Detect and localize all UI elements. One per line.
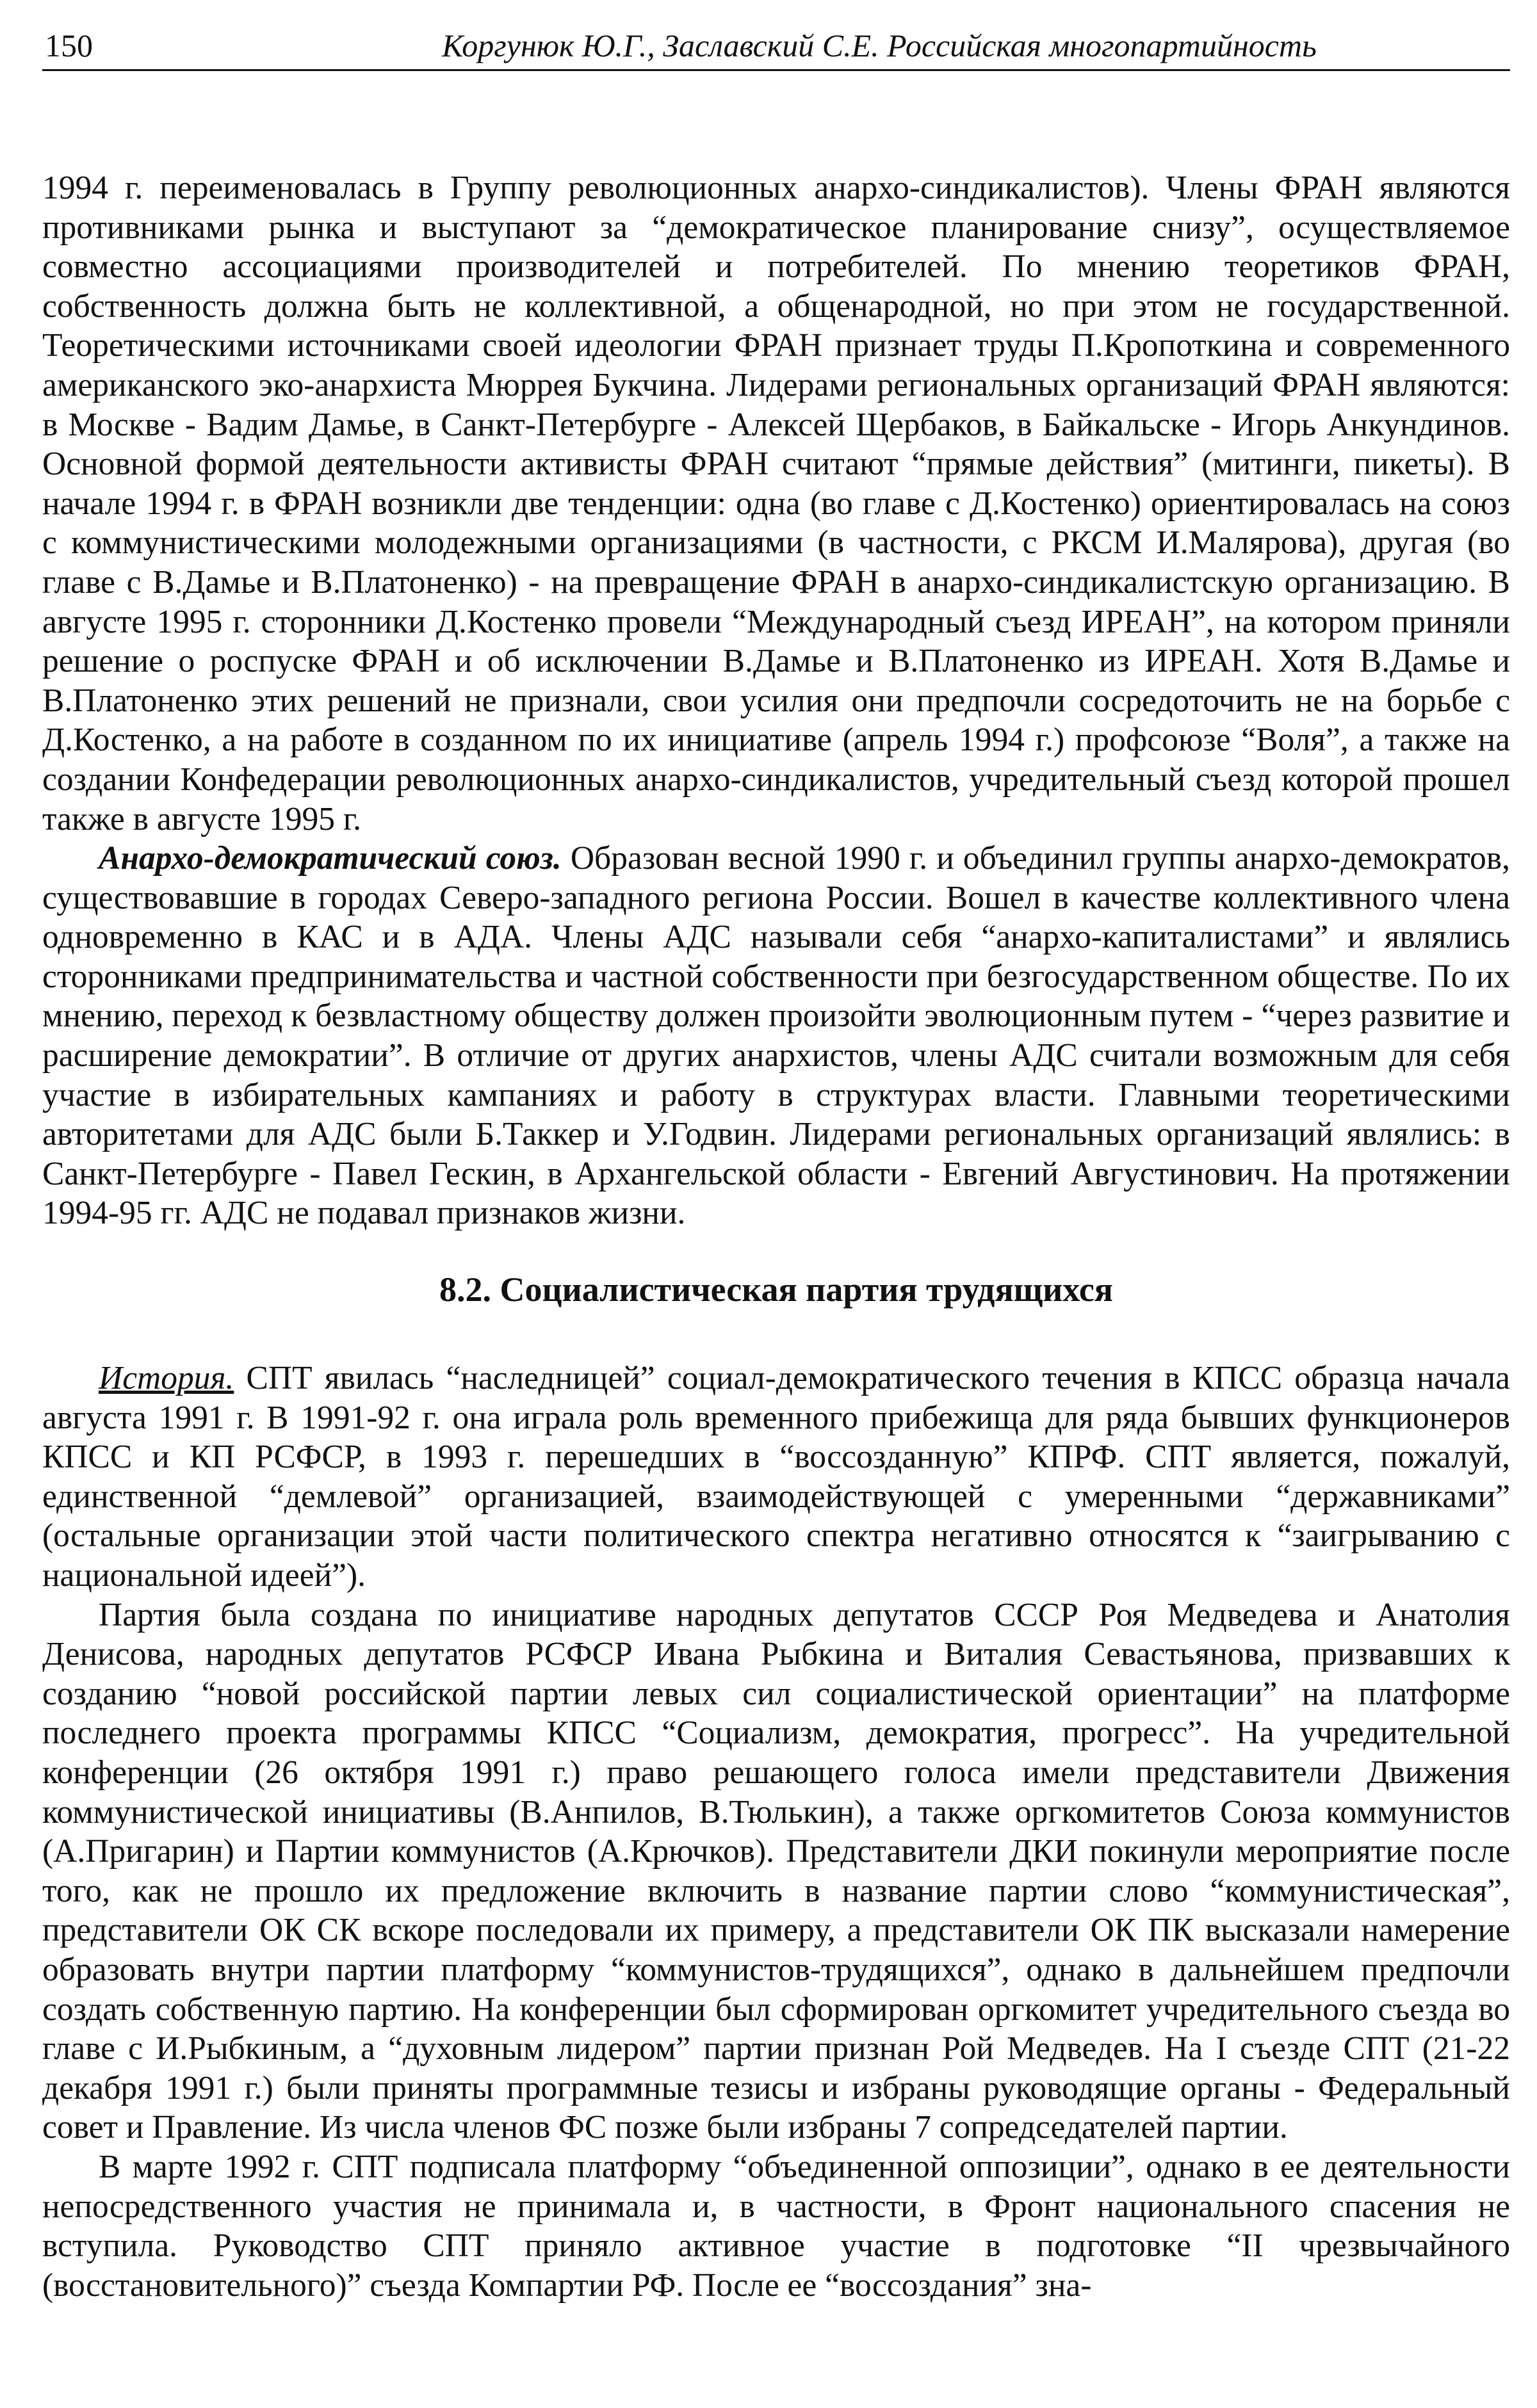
paragraph-text: 1994 г. переименовалась в Группу революционных анархо-синдикалистов). Члены ФРАН являются противниками рынка и выступают за “демократическое планирование снизу”, осуществляемое совместно ассоциациями производителей и потребителей. По мнению теоретиков ФРАН, собственность должна быть не коллективной, а общенародной, но при этом не государственной. Теоретическими источниками своей идеологии ФРАН признает труды П.Кропоткина и современного американского эко-анархиста Мюррея Букчина. Лидерами региональных организаций ФРАН являются: в Москве - Вадим Дамье, в Санкт-Петербурге - Алексей Щербаков, в Байкальске - Игорь Анкундинов. Основной формой деятельности активисты ФРАН считают “прямые действия” (митинги, пикеты). В начале 1994 г. в ФРАН возникли две тенденции: одна (во главе с Д.Костенко) ориентировалась на союз с коммунистическими молодежными организациями (в частности, с РКСМ И.Малярова), другая (во главе с В.Дамье и В.Платоненко) - на превращение ФРАН в анархо-синдикалистскую организацию. В августе 1995 г. сторонники Д.Костенко провели “Международный съезд ИРЕАН”, на котором приняли решение о роспуске ФРАН и об исключении В.Дамье и В.Платоненко из ИРЕАН. Хотя В.Дамье и В.Платоненко этих решений не признали, свои усилия они предпочли сосредоточить не на борьбе с Д.Костенко, а на работе в созданном по их инициативе (апрель 1994 г.) профсоюзе “Воля”, а также на создании Конфедерации революционных анархо-синдикалистов, учредительный съезд которой прошел также в августе 1995 г. bbox=[42, 170, 1510, 837]
runin-heading: Анархо-демократический союз. bbox=[99, 840, 562, 877]
runin-heading: История. bbox=[99, 1360, 234, 1397]
paragraph-founding bbox=[42, 1596, 1510, 2147]
page-number: 150 bbox=[45, 28, 93, 63]
paragraph-anarcho-democratic-union bbox=[42, 839, 1510, 1233]
section-heading: 8.2. Социалистическая партия трудящихся bbox=[439, 1270, 1114, 1309]
paragraph-history bbox=[42, 1359, 1510, 1596]
paragraph-text: Партия была создана по инициативе народных депутатов СССР Роя Медведева и Анатолия Денисова, народных депутатов РСФСР Ивана Рыбкина и Виталия Севастьянова, призвавших к созданию “новой российской партии левых сил социалистической ориентации” на платформе последнего проекта программы КПСС “Социализм, демократия, прогресс”. На учредительной конференции (26 октября 1991 г.) право решающего голоса имели представители Движения коммунистической инициативы (В.Анпилов, В.Тюлькин), а также оргкомитетов Союза коммунистов (А.Пригарин) и Партии коммунистов (А.Крючков). Представители ДКИ покинули мероприятие после того, как не прошло их предложение включить в название партии слово “коммунистическая”, представители ОК СК вскоре последовали их примеру, а представители ОК ПК высказали намерение образовать внутри партии платформу “коммунистов-трудящихся”, однако в дальнейшем предпочли создать собственную партию. На конференции был сформирован оргкомитет учредительного съезда во главе с И.Рыбкиным, а “духовным лидером” партии признан Рой Медведев. На I съезде СПТ (21-22 декабря 1991 г.) были приняты программные тезисы и избраны руководящие органы - Федеральный совет и Правление. Из числа членов ФС позже были избраны 7 сопредседателей партии. bbox=[42, 1596, 1510, 2146]
paragraph-text: В марте 1992 г. СПТ подписала платформу “объединенной оппозиции”, однако в ее деятельности непосредственного участия не принимала и, в частности, в Фронт национального спасения не вступила. Руководство СПТ приняло активное участие в подготовке “II чрезвычайного (восстановительного)” съезда Компартии РФ. После ее “воссоздания” зна- bbox=[42, 2148, 1510, 2304]
running-title: Коргунюк Ю.Г., Заславский С.Е. Российская многопартийность bbox=[442, 28, 1317, 63]
book-page bbox=[42, 26, 1510, 2305]
paragraph-fran-continuation bbox=[42, 168, 1510, 839]
running-header bbox=[42, 26, 1510, 71]
paragraph-text: СПТ явилась “наследницей” социал-демократического течения в КПСС образца начала августа 1991 г. В 1991-92 г. она играла роль временного прибежища для ряда бывших функционеров КПСС и КП РСФСР, в 1993 г. перешедших в “воссозданную” КПРФ. СПТ является, пожалуй, единственной “демлевой” организацией, взаимодействующей с умеренными “державниками” (остальные организации этой части политического спектра негативно относятся к “заигрыванию с национальной идеей”). bbox=[42, 1360, 1510, 1594]
paragraph-march-1992 bbox=[42, 2147, 1510, 2305]
paragraph-text: Образован весной 1990 г. и объединил группы анархо-демократов, существовавшие в городах Северо-западного региона России. Вошел в качестве коллективного члена одновременно в КАС и в АДА. Члены АДС называли себя “анархо-капиталистами” и являлись сторонниками предпринимательства и частной собственности при безгосударственном обществе. По их мнению, переход к безвластному обществу должен произойти эволюционным путем - “через развитие и расширение демократии”. В отличие от других анархистов, члены АДС считали возможным для себя участие в избирательных кампаниях и работу в структурах власти. Главными теоретическими авторитетами для АДС были Б.Таккер и У.Годвин. Лидерами региональных организаций являлись: в Санкт-Петербурге - Павел Гескин, в Архангельской области - Евгений Августинович. На протяжении 1994-95 гг. АДС не подавал признаков жизни. bbox=[42, 840, 1511, 1232]
body-text bbox=[42, 168, 1510, 2305]
